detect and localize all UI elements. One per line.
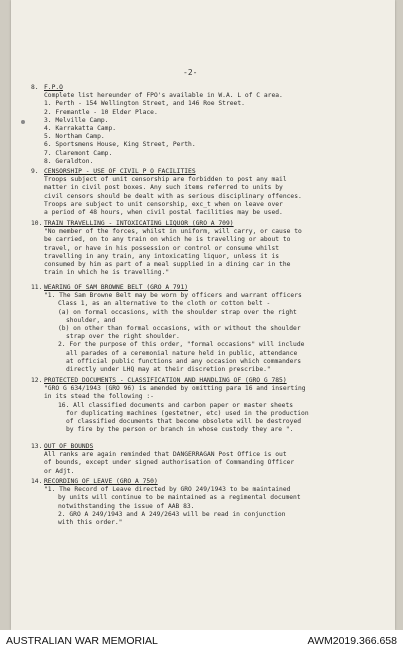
section-number: 13. [31,443,43,450]
section-heading: TRAIN TRAVELLING - INTOXICATING LIQUOR (GRO A 709) [44,220,234,227]
text-line: 6. Sportsmens House, King Street, Perth. [44,141,196,149]
text-line: in its stead the following :- [44,393,154,401]
text-line: 2. Fremantle - 10 Elder Place. [44,108,158,116]
text-line: (a) on formal occasions, with the shoulder strap over the right [58,308,297,316]
text-line: travelling in any train, any intoxicating liquor, unless it is [44,252,280,260]
section-content [44,478,383,527]
text-line: 1. Perth - 154 Wellington Street, and 146 Roe Street. [44,100,245,108]
section-number: 14. [31,478,43,485]
text-line: civil censors should be dealt with as serious disciplinary offences. [44,192,302,200]
text-line: strap over the right shoulder. [66,333,180,341]
text-line: 5. Northam Camp. [44,133,105,141]
text-line: "1. The Sam Browne Belt may be worn by officers and warrant officers [44,292,302,300]
text-line: 2. GRO A 249/1943 and A 249/2643 will be read in conjunction [58,510,286,518]
section-content [44,84,383,166]
text-line: 8. Geraldton. [44,157,94,165]
text-line: 2. For the purpose of this order, "formal occasions" will include [58,341,305,349]
section-content [44,377,383,434]
text-line: a period of 48 hours, when civil postal facilities may be used. [44,209,283,217]
text-line: of bounds, except under signed authorisation of Commanding Officer [44,459,295,467]
text-line: at official public functions and any occasion which commanders [66,357,302,365]
document-page [11,0,395,630]
text-line: 4. Karrakatta Camp. [44,125,117,133]
text-line: 3. Melville Camp. [44,116,109,124]
page-number: -2- [183,68,198,77]
section-content [44,168,383,217]
text-line: 7. Claremont Camp. [44,149,113,157]
text-line: "1. The Record of Leave directed by GRO 249/1943 to be maintained [44,486,291,494]
section-heading: WEARING OF SAM BROWNE BELT (GRO A 791) [44,284,189,291]
section-heading: RECORDING OF LEAVE (GRO A 750) [44,478,158,485]
text-line: all parades of a ceremonial nature held in public, attendance [66,349,298,357]
text-line: (b) on other than formal occasions, with or without the shoulder [58,325,301,333]
section-number: 11. [31,284,43,291]
text-line: train in which he is travelling." [44,269,170,277]
text-line: Class 1, as an alternative to the cloth or cotton belt - [58,300,271,308]
text-line: with this order." [58,519,123,527]
text-line: matter in civil post boxes. Any such items referred to units by [44,184,283,192]
text-line: "No member of the forces, whilst in uniform, will carry, or cause to [44,228,302,236]
text-line: notwithstanding the issue of AAB 83. [58,502,195,510]
text-line: of classified documents that become obsolete will be destroyed [66,418,302,426]
section-number: 8. [31,84,39,91]
section-heading: CENSORSHIP - USE OF CIVIL P O FACILITIES [44,168,196,175]
section-heading: F.P.O [44,84,63,91]
text-line: All ranks are again reminded that DANGERRAGAN Post Office is out [44,451,287,459]
text-line: Troops are subject to unit censorship, exc_t when on leave over [44,200,283,208]
text-line: travel, or have in his possession or control or consume whilst [44,244,280,252]
section-number: 10. [31,220,43,227]
text-line: be carried, on to any train on which he is travelling or about to [44,236,291,244]
text-line: or Adjt. [44,467,75,475]
archive-name: AUSTRALIAN WAR MEMORIAL [6,635,158,647]
section-number: 9. [31,168,39,175]
text-line: 16. All classified documents and carbon paper or master sheets [58,401,294,409]
text-line: Troops subject of unit censorship are forbidden to post any mail [44,176,287,184]
section-content [44,284,383,374]
section-number: 12. [31,377,43,384]
archive-footer [0,630,403,653]
text-line: Complete list hereunder of FPO's available in W.A. L of C area. [44,92,283,100]
text-line: directly under LHQ may at their discretion prescribe." [66,366,271,374]
archive-reference: AWM2019.366.658 [307,635,397,647]
section-content [44,220,383,277]
section-content [44,443,383,476]
text-line: by units will continue to be maintained as a regimental document [58,494,301,502]
text-line: by fire by the person or branch in whose custody they are ". [66,426,294,434]
text-line: "GRO G 634/1943 (GRO 96) is amended by omitting para 16 and inserting [44,385,306,393]
text-line: shoulder, and [66,316,116,324]
section-heading: OUT OF BOUNDS [44,443,94,450]
text-line: consumed by him as part of a meal supplied in a dining car in the [44,261,291,269]
section-heading: PROTECTED DOCUMENTS - CLASSIFICATION AND HANDLING OF (GRO G 785) [44,377,287,384]
text-line: for duplicating machines (gestetner, etc) used in the production [66,409,309,417]
